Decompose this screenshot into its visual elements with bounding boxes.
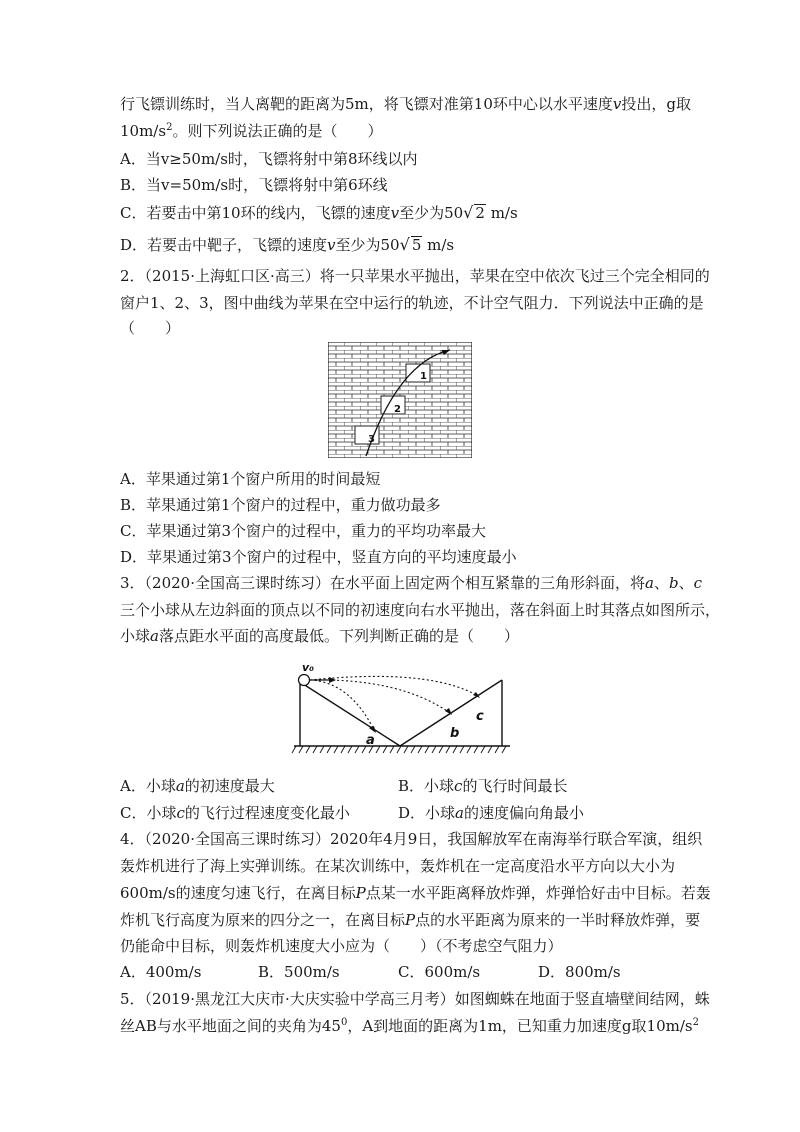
q4-line-1: 4．（2020·全国高三课时练习）2020年4月9日，我国解放军在南海举行联合军演，组织 (120, 830, 703, 848)
point-b-label: b (450, 726, 460, 741)
q2-line-2: 窗户1、2、3，图中曲线为苹果在空中运行的轨迹，不计空气阻力．下列说法中正确的是 (120, 294, 704, 312)
q4-option-a: A．400m/s (120, 963, 202, 981)
q4-line-3: 600m/s的速度匀速飞行，在离目标P点某一水平距离释放炸弹，炸弹恰好击中目标。若轰 (120, 884, 711, 902)
window-label-1: 1 (420, 371, 427, 382)
v0-label: v₀ (302, 661, 314, 674)
q4-line-5: 仍能命中目标，则轰炸机速度大小应为（ ）（不考虑空气阻力） (120, 937, 563, 955)
q2-line-3: （ ） (120, 319, 181, 337)
q3-line-3: 小球a落点距水平面的高度最低。下列判断正确的是（ ） (120, 627, 519, 645)
q1-line-1: 行飞镖训练时，当人离靶的距离为5m，将飞镖对准第10环中心以水平速度v投出，g取 (120, 95, 691, 113)
q1-option-c: C．若要击中第10环的线内，飞镖的速度v至少为50√ 2 m/s (120, 203, 518, 222)
ground-hatch (292, 746, 506, 753)
q1-line-2: $10m/s^2$。则下列说法正确的是（ ） (120, 122, 383, 140)
q1-option-b: B．当v=50m/s时，飞镖将射中第6环线 (120, 176, 388, 194)
point-c-label: c (476, 709, 484, 724)
ball-start (299, 675, 310, 686)
trajectory-c (310, 676, 478, 696)
window-label-3: 3 (368, 434, 375, 445)
q3-option-c: C．小球c的飞行过程速度变化最小 (120, 804, 350, 822)
q4-option-c: C．600m/s (398, 963, 481, 981)
trajectory-b (310, 680, 450, 713)
q2-option-c: C．苹果通过第3个窗户的过程中，重力的平均功率最大 (120, 522, 487, 540)
q1-option-a: A．当v≥50m/s时，飞镖将射中第8环线以内 (120, 150, 418, 168)
q4-option-b: B．500m/s (258, 963, 340, 981)
q5-line-1: 5．（2019·黑龙江大庆市·大庆实验中学高三月考）如图蜘蛛在地面于竖直墙壁间结网，蛛 (120, 990, 710, 1008)
q4-line-2: 轰炸机进行了海上实弹训练。在某次训练中，轰炸机在一定高度沿水平方向以大小为 (120, 857, 676, 875)
window-3 (355, 426, 379, 444)
q3-incline-figure (290, 658, 514, 758)
q4-line-4: 炸机飞行高度为原来的四分之一，在离目标P点的水平距离为原来的一半时释放炸弹，要 (120, 911, 701, 929)
q2-brick-wall-figure (328, 342, 472, 458)
q3-line-2: 三个小球从左边斜面的顶点以不同的初速度向右水平抛出，落在斜面上时其落点如图所示， (120, 601, 721, 619)
q2-line-1: 2．（2015·上海虹口区·高三）将一只苹果水平抛出，苹果在空中依次飞过三个完全相同的 (120, 267, 710, 285)
window-label-2: 2 (394, 404, 401, 415)
q3-option-a: A．小球a的初速度最大 (120, 777, 275, 795)
q2-option-b: B．苹果通过第1个窗户的过程中，重力做功最多 (120, 496, 441, 514)
q3-option-b: B．小球c的飞行时间最长 (398, 777, 568, 795)
q1-option-d: D．若要击中靶子，飞镖的速度v至少为50√ 5 m/s (120, 235, 455, 254)
q3-option-d: D．小球a的速度偏向角最小 (398, 804, 584, 822)
q5-line-2: 丝AB与水平地面之间的夹角为$45^0$，A到地面的距离为1m，已知重力加速度g取$10m/s^2$ (120, 1017, 699, 1035)
left-incline (300, 682, 400, 746)
q2-option-a: A．苹果通过第1个窗户所用的时间最短 (120, 470, 381, 488)
point-a-label: a (366, 733, 375, 748)
q4-option-d: D．800m/s (538, 963, 621, 981)
q3-line-1: 3．（2020·全国高三课时练习）在水平面上固定两个相互紧靠的三角形斜面，将a、b、c (120, 574, 702, 592)
q2-option-d: D．苹果通过第3个窗户的过程中，竖直方向的平均速度最小 (120, 548, 517, 566)
